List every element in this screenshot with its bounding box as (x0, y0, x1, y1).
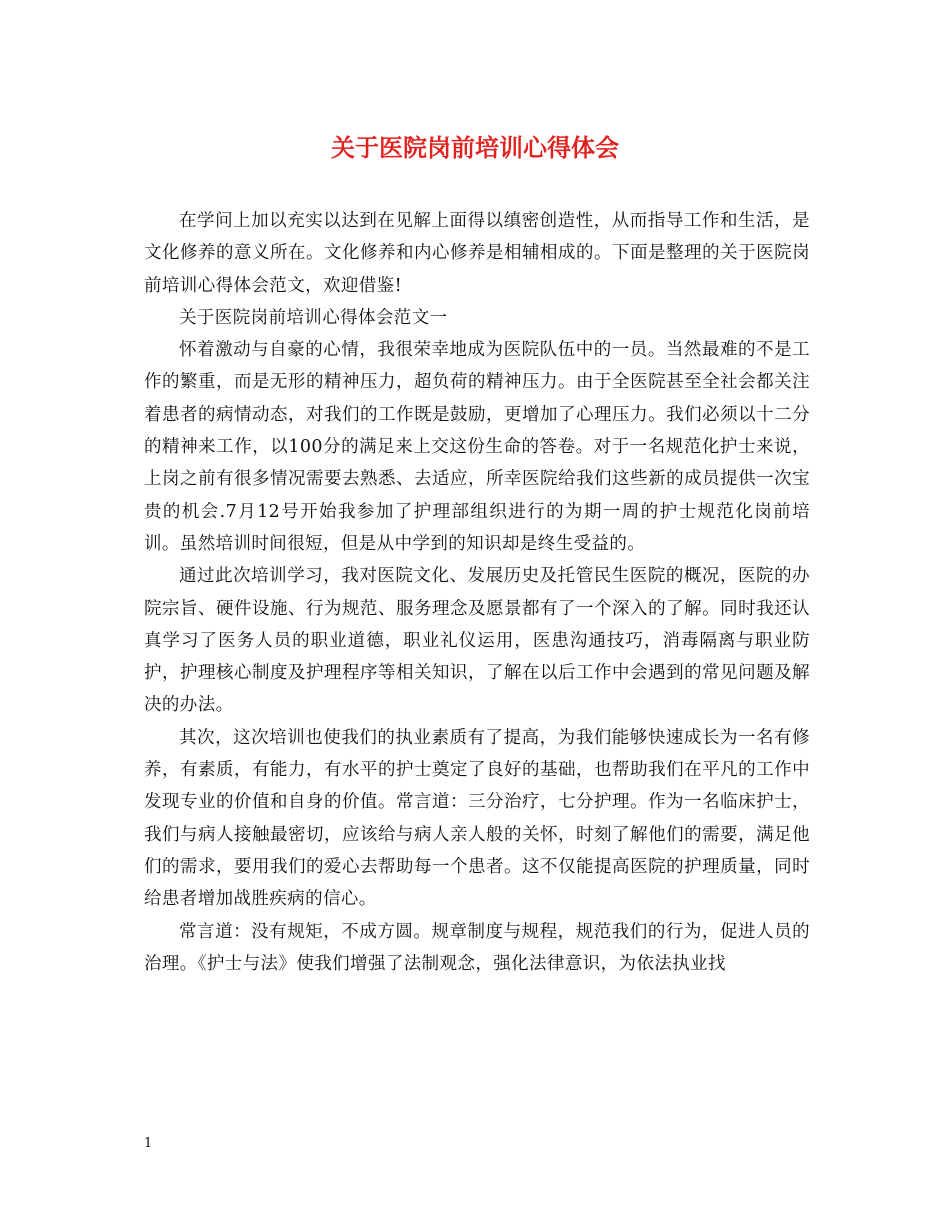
section-heading: 关于医院岗前培训心得体会范文一 (179, 307, 448, 328)
body-paragraph: 常言道：没有规矩，不成方圆。规章制度与规程，规范我们的行为，促进人员的治理。《护士与法》使我们增强了法制观念，强化法律意识，为依法执业找 (144, 921, 810, 974)
body-paragraph: 怀着激动与自豪的心情，我很荣幸地成为医院队伍中的一员。当然最难的不是工作的繁重，而是无形的精神压力，超负荷的精神压力。由于全医院甚至全社会都关注着患者的病情动态，对我们的工作既是鼓励，更增加了心理压力。我们必须以十二分的精神来工作，以100分的满足来上交这份生命的答卷。对于一名规范化护士来说，上岗之前有很多情况需要去熟悉、去适应，所幸医院给我们这些新的成员提供一次宝贵的机会.7月12号开始我参加了护理部组织进行的为期一周的护士规范化岗前培训。虽然培训时间很短，但是从中学到的知识却是终生受益的。 (144, 340, 810, 554)
body-paragraph: 其次，这次培训也使我们的执业素质有了提高，为我们能够快速成长为一名有修养，有素质，有能力，有水平的护士奠定了良好的基础，也帮助我们在平凡的工作中发现专业的价值和自身的价值。常言道：三分治疗，七分护理。作为一名临床护士，我们与病人接触最密切，应该给与病人亲人般的关怀，时刻了解他们的需要，满足他们的需求，要用我们的爱心去帮助每一个患者。这不仅能提高医院的护理质量，同时给患者增加战胜疾病的信心。 (144, 727, 810, 910)
body-paragraph: 通过此次培训学习，我对医院文化、发展历史及托管民生医院的概况，医院的办院宗旨、硬件设施、行为规范、服务理念及愿景都有了一个深入的了解。同时我还认真学习了医务人员的职业道德，职业礼仪运用，医患沟通技巧，消毒隔离与职业防护，护理核心制度及护理程序等相关知识，了解在以后工作中会遇到的常见问题及解决的办法。 (144, 566, 810, 716)
document-body (144, 205, 810, 980)
page-title: 关于医院岗前培训心得体会 (331, 133, 619, 162)
intro-paragraph: 在学问上加以充实以达到在见解上面得以缜密创造性，从而指导工作和生活，是文化修养的意义所在。文化修养和内心修养是相辅相成的。下面是整理的关于医院岗前培训心得体会范文，欢迎借鉴! (144, 211, 810, 296)
page-number: 1 (144, 1136, 153, 1151)
